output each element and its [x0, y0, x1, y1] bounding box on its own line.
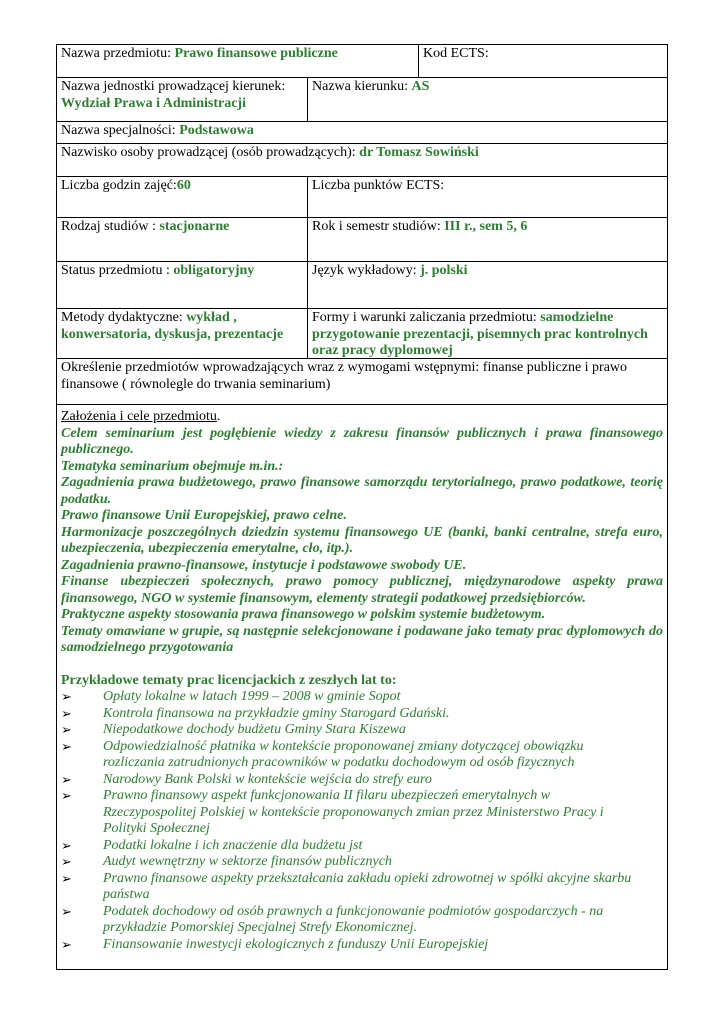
arrow-bullet-icon — [61, 755, 103, 772]
arrow-bullet-icon — [61, 821, 103, 838]
field-label: Nazwa kierunku: — [312, 79, 412, 94]
list-item — [61, 689, 663, 706]
topic-text: Rzeczypospolitej Polskiej w kontekście proponowanych zmian przez Ministerstwo Pracy i — [103, 804, 604, 820]
arrow-bullet-icon: ➢ — [61, 771, 72, 787]
row-goals — [57, 404, 667, 969]
topic-text: Prawno finansowe aspekty przekształcania zakładu opieki zdrowotnej w spółki akcyjne skarbu — [103, 870, 632, 886]
goals-paragraph: Zagadnienia prawno-finansowe, instytucje i podstawowe swobody UE. — [61, 557, 467, 573]
row-specialty — [57, 121, 667, 143]
goals-paragraph: Prawo finansowe Unii Europejskiej, prawo celne. — [61, 508, 347, 523]
arrow-bullet-icon: ➢ — [61, 837, 72, 853]
row-hours — [57, 176, 667, 217]
hours-cell — [57, 177, 307, 217]
topic-text: państwa — [103, 887, 150, 902]
list-item — [61, 887, 663, 904]
arrow-bullet-icon: ➢ — [61, 903, 72, 919]
year-semester-value: III r., sem 5, 6 — [444, 219, 528, 234]
hours-label: Liczba godzin zajęć: — [61, 178, 177, 193]
topic-text: Niepodatkowe dochody budżetu Gminy Stara Kiszewa — [103, 722, 406, 737]
specialty-cell — [57, 122, 667, 143]
year-semester-label: Rok i semestr studiów: — [312, 219, 445, 234]
list-item — [61, 838, 663, 855]
topic-text: Opłaty lokalne w latach 1999 – 2008 w gminie Sopot — [103, 689, 401, 704]
specialty-label: Nazwa specjalności: — [61, 123, 180, 138]
arrow-bullet-icon: ➢ — [61, 722, 72, 737]
list-item — [61, 805, 663, 822]
lecturer-cell — [57, 144, 667, 176]
list-item — [61, 871, 663, 888]
field-value: AS — [411, 79, 430, 94]
status-label: Status przedmiotu : — [61, 263, 174, 278]
list-item — [61, 788, 663, 805]
study-type-label: Rodzaj studiów : — [61, 219, 160, 234]
arrow-bullet-icon: ➢ — [61, 788, 72, 803]
row-prerequisites — [57, 358, 667, 404]
list-item — [61, 904, 663, 921]
subject-cell — [57, 45, 418, 77]
topic-text: Finansowanie inwestycji ekologicznych z funduszy Unii Europejskiej — [103, 936, 489, 952]
topic-text: Polityki Społecznej — [103, 821, 210, 836]
ects-points-label: Liczba punktów ECTS: — [312, 178, 445, 193]
topic-text: Prawno finansowy aspekt funkcjonowania II filaru ubezpieczeń emerytalnych w — [103, 788, 551, 803]
row-unit — [57, 77, 667, 121]
arrow-bullet-icon: ➢ — [61, 936, 72, 952]
ects-points-cell — [307, 177, 667, 217]
topic-text: Podatki lokalne i ich znaczenie dla budżetu jst — [103, 837, 363, 853]
subject-label: Nazwa przedmiotu: — [61, 46, 175, 61]
assessment-label: Formy i warunki zaliczania przedmiotu: — [312, 310, 541, 325]
study-type-cell — [57, 218, 307, 261]
arrow-bullet-icon: ➢ — [61, 870, 72, 886]
topic-text: rozliczania zatrudnionych pracowników w podatku dochodowym od osób fizycznych — [103, 755, 575, 770]
topic-text: Audyt wewnętrzny w sektorze finansów publicznych — [103, 854, 392, 869]
goals-paragraph: Celem seminarium jest pogłębienie wiedzy z zakresu finansów publicznych i prawa finansowego publicznego. — [61, 425, 663, 457]
list-item — [61, 722, 663, 739]
goals-heading: Założenia i cele przedmiotu — [61, 409, 217, 424]
year-semester-cell — [307, 218, 667, 261]
hours-value: 60 — [176, 178, 191, 193]
goals-paragraph: Finanse ubezpieczeń społecznych, prawo pomocy publicznej, międzynarodowe aspekty prawa finansowego, NGO w systemie finansowym, elementy strategii podatkowej przedsiębiorców. — [61, 574, 663, 606]
spacer — [61, 657, 663, 673]
arrow-bullet-icon: ➢ — [61, 738, 72, 754]
arrow-bullet-icon — [61, 887, 103, 904]
prerequisites-cell — [57, 359, 667, 404]
lecturer-value: dr Tomasz Sowiński — [359, 145, 479, 160]
methods-value: wykład , konwersatoria, dyskusja, prezentacje — [61, 310, 284, 342]
arrow-bullet-icon — [61, 920, 103, 937]
lecturer-label: Nazwisko osoby prowadzącej (osób prowadzących): — [61, 145, 360, 160]
topic-text: Kontrola finansowa na przykładzie gminy Starogard Gdański. — [103, 705, 450, 721]
list-item — [61, 920, 663, 937]
examples-heading: Przykładowe tematy prac licencjackich z zeszłych lat to: — [61, 672, 397, 688]
list-item — [61, 772, 663, 789]
row-lecturer — [57, 143, 667, 176]
row-study-type — [57, 217, 667, 261]
topic-text: Narodowy Bank Polski w kontekście wejścia do strefy euro — [103, 771, 432, 787]
status-cell — [57, 262, 307, 308]
list-item — [61, 937, 663, 954]
topic-text: Podatek dochodowy od osób prawnych a funkcjonowanie podmiotów gospodarczych - na — [103, 903, 604, 919]
row-subject — [57, 45, 667, 77]
assessment-cell — [307, 309, 667, 358]
prerequisites-text: Określenie przedmiotów wprowadzających wraz z wymogami wstępnymi: finanse publiczne i prawo finansowe ( równolegle do trwania seminarium) — [61, 360, 628, 392]
list-item — [61, 854, 663, 871]
list-item — [61, 739, 663, 756]
language-cell — [307, 262, 667, 308]
arrow-bullet-icon: ➢ — [61, 705, 72, 721]
goals-heading-line — [61, 409, 663, 426]
topic-text: Odpowiedzialność płatnika w kontekście proponowanej zmiany dotyczącej obowiązku — [103, 738, 584, 754]
goals-cell — [57, 405, 667, 969]
goals-paragraph: Praktyczne aspekty stosowania prawa finansowego w polskim systemie budżetowym. — [61, 607, 546, 622]
language-label: Język wykładowy: — [312, 263, 421, 278]
row-status — [57, 261, 667, 308]
goals-heading-suffix: . — [216, 409, 221, 424]
list-item — [61, 706, 663, 723]
arrow-bullet-icon: ➢ — [61, 689, 72, 704]
list-item — [61, 755, 663, 772]
unit-label: Nazwa jednostki prowadzącej kierunek: — [61, 79, 286, 94]
subject-value: Prawo finansowe publiczne — [174, 46, 338, 61]
unit-value: Wydział Prawa i Administracji — [61, 95, 246, 111]
topics-list — [61, 689, 663, 953]
arrow-bullet-icon: ➢ — [61, 854, 72, 869]
methods-label: Metody dydaktyczne: — [61, 310, 187, 325]
list-item — [61, 821, 663, 838]
goals-paragraph: Harmonizacje poszczególnych dziedzin systemu finansowego UE (banki, banki centralne, strefa euro, ubezpieczenia, ubezpieczenia emerytalne, cło, itp.). — [61, 524, 663, 556]
syllabus-table — [56, 44, 668, 970]
goals-paragraph: Tematyka seminarium obejmuje m.in.: — [61, 458, 284, 474]
row-methods — [57, 308, 667, 358]
topic-text: przykładzie Pomorskiej Specjalnej Strefy Ekonomicznej. — [103, 920, 418, 935]
methods-cell — [57, 309, 307, 358]
arrow-bullet-icon — [61, 805, 103, 822]
field-cell — [307, 78, 667, 121]
ects-code-cell — [418, 45, 667, 77]
language-value: j. polski — [420, 263, 468, 278]
goals-paragraph: Zagadnienia prawa budżetowego, prawo finansowe samorządu terytorialnego, prawo podatkowe, teorię podatku. — [61, 475, 663, 507]
assessment-value: samodzielne przygotowanie prezentacji, pisemnych prac kontrolnych oraz pracy dyplomowej — [312, 310, 648, 358]
study-type-value: stacjonarne — [159, 219, 230, 234]
specialty-value: Podstawowa — [179, 123, 254, 138]
goals-paragraph: Tematy omawiane w grupie, są następnie selekcjonowane i podawane jako tematy prac dyplomowych do samodzielnego przygotowania — [61, 623, 663, 655]
unit-cell — [57, 78, 307, 121]
ects-code-label: Kod ECTS: — [423, 46, 489, 61]
status-value: obligatoryjny — [173, 263, 255, 278]
